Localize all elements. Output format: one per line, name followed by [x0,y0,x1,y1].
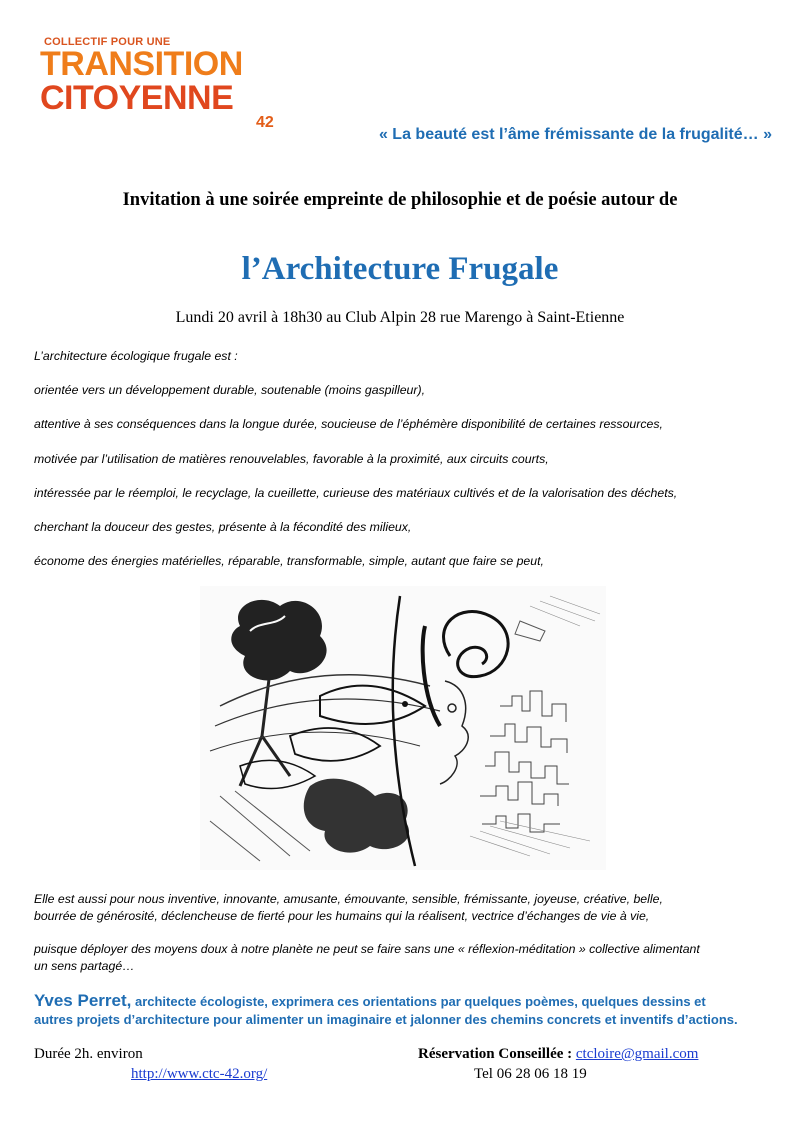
website-link[interactable]: http://www.ctc-42.org/ [131,1066,268,1082]
architecture-sketch-drawing [200,586,606,870]
author-name: Yves Perret, [34,991,132,1010]
logo-line1: COLLECTIF POUR UNE [44,36,171,48]
header-quote: « La beauté est l’âme frémissante de la frugalité… » [378,126,772,143]
intro-item: cherchant la douceur des gestes, présente à la fécondité des milieux, [34,520,412,534]
event-title: l’Architecture Frugale [241,251,559,287]
logo-line3: CITOYENNE [40,79,234,117]
logo-number: 42 [256,114,274,131]
phone-text: Tel 06 28 06 18 19 [474,1066,587,1082]
author-block [34,992,774,1029]
author-text-1: architecte écologiste, exprimera ces orientations par quelques poèmes, quelques dessins et [131,994,706,1009]
body-paragraph-2-line1: puisque déployer des moyens doux à notre planète ne peut se faire sans une « réflexion-méditation » collective alimentant [34,942,700,956]
intro-item: attentive à ses conséquences dans la longue durée, soucieuse de l’éphémère disponibilité de certaines ressources, [34,417,663,431]
logo-line2: TRANSITION [40,45,243,83]
intro-item: intéressée par le réemploi, le recyclage, la cueillette, curieuse des matériaux cultivés et de la valorisation des déchets, [34,486,678,500]
intro-lead: L’architecture écologique frugale est : [34,349,238,363]
intro-item: motivée par l’utilisation de matières renouvelables, favorable à la proximité, aux circuits courts, [34,452,549,466]
collectif-logo [40,36,290,136]
reservation-label: Réservation Conseillée : [418,1046,576,1062]
duration-text: Durée 2h. environ [34,1046,143,1062]
body-paragraph-2-line2: un sens partagé… [34,959,135,973]
intro-item: orientée vers un développement durable, soutenable (moins gaspilleur), [34,383,426,397]
body-paragraph-1-line1: Elle est aussi pour nous inventive, innovante, amusante, émouvante, sensible, frémissante, joyeuse, créative, belle, [34,892,663,906]
body-paragraph-1-line2: bourrée de générosité, déclencheuse de fierté pour les humains qui la réalisent, vectrice d’échanges de vie à vie, [34,909,650,923]
reservation-line [418,1046,698,1063]
email-link[interactable]: ctcloire@gmail.com [575,1046,699,1062]
author-text-2: autres projets d’architecture pour alimenter un imaginaire et jalonner des chemins concrets et inventifs d’actions. [34,1012,738,1027]
invitation-heading: Invitation à une soirée empreinte de philosophie et de poésie autour de [122,190,678,210]
intro-item: économe des énergies matérielles, réparable, transformable, simple, autant que faire se peut, [34,554,544,568]
event-dateline: Lundi 20 avril à 18h30 au Club Alpin 28 rue Marengo à Saint-Etienne [175,309,625,326]
